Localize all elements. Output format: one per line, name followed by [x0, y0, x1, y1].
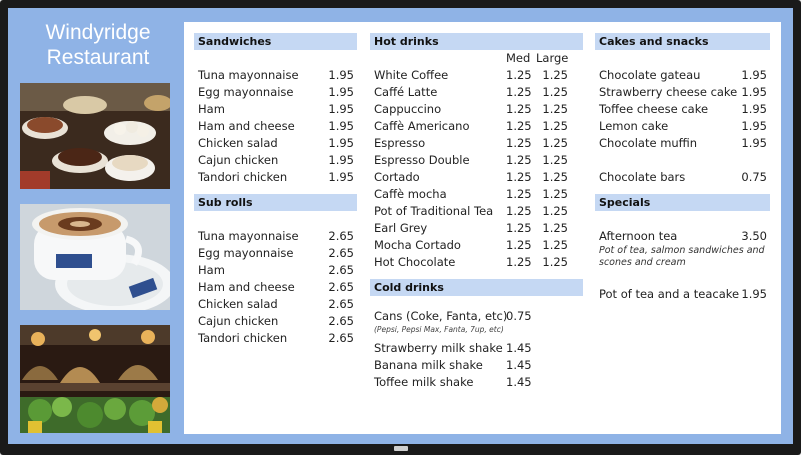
menu-item	[370, 84, 583, 101]
section-header-cakes: Cakes and snacks	[595, 33, 770, 50]
item-name: Toffee milk shake	[374, 375, 474, 389]
menu-item	[194, 313, 357, 330]
item-name: Chocolate bars	[599, 170, 686, 184]
menu-item	[595, 135, 770, 152]
menu-item	[595, 67, 770, 84]
item-price: 3.50	[741, 229, 767, 243]
item-price: 1.95	[741, 136, 767, 150]
item-price: 2.65	[328, 297, 354, 311]
menu-item	[194, 135, 357, 152]
menu-item	[370, 203, 583, 220]
menu-item	[194, 152, 357, 169]
item-price-med: 1.25	[506, 136, 532, 150]
item-price-large: 1.25	[542, 221, 568, 235]
item-price: 1.95	[328, 85, 354, 99]
item-price: 2.65	[328, 314, 354, 328]
section-header-hot-drinks: Hot drinks	[370, 33, 583, 50]
item-name: Ham	[198, 263, 225, 277]
item-price-med: 1.25	[506, 102, 532, 116]
menu-item	[194, 67, 357, 84]
section-header-specials: Specials	[595, 194, 770, 211]
menu-item	[595, 118, 770, 135]
item-name: Banana milk shake	[374, 358, 483, 372]
item-price-large: 1.25	[542, 255, 568, 269]
item-name: Mocha Cortado	[374, 238, 461, 252]
item-name: Toffee cheese cake	[599, 102, 709, 116]
item-price-large: 1.25	[542, 238, 568, 252]
item-price: 1.95	[328, 119, 354, 133]
menu-item	[194, 262, 357, 279]
item-price: 2.65	[328, 280, 354, 294]
cappuccino-photo	[20, 204, 170, 310]
item-name: Cans (Coke, Fanta, etc)	[374, 309, 508, 323]
item-name: Egg mayonnaise	[198, 246, 294, 260]
menu-item	[370, 135, 583, 152]
item-price-med: 1.25	[506, 187, 532, 201]
title-line-2: Restaurant	[46, 46, 150, 69]
item-price-med: 1.25	[506, 238, 532, 252]
cakes-photo	[20, 83, 170, 189]
item-price-large: 1.25	[542, 119, 568, 133]
item-name: Pot of tea and a teacake	[599, 287, 740, 301]
menu-item	[370, 220, 583, 237]
item-name: Espresso Double	[374, 153, 470, 167]
sandwich-list	[194, 67, 357, 186]
item-price: 1.95	[328, 153, 354, 167]
menu-item	[370, 186, 583, 203]
item-price: 1.95	[741, 85, 767, 99]
item-price-med: 1.25	[506, 204, 532, 218]
item-price: 2.65	[328, 229, 354, 243]
item-price: 1.45	[506, 358, 532, 372]
item-price-large: 1.25	[542, 153, 568, 167]
cold-drink-list	[370, 340, 583, 391]
item-price: 2.65	[328, 331, 354, 345]
item-name: Caffè mocha	[374, 187, 447, 201]
left-panel	[8, 8, 178, 444]
menu-item	[194, 118, 357, 135]
item-name: Lemon cake	[599, 119, 669, 133]
item-price: 1.95	[741, 287, 767, 301]
menu-item	[370, 169, 583, 186]
menu-item	[370, 67, 583, 84]
afternoon-tea-desc-1: Pot of tea, salmon sandwiches and	[599, 245, 765, 256]
column-sandwiches	[194, 33, 357, 347]
display-logo	[394, 446, 408, 451]
item-name: Tandori chicken	[198, 331, 288, 345]
hot-drink-list	[370, 67, 583, 271]
item-price: 1.45	[506, 341, 532, 355]
menu-item	[194, 84, 357, 101]
item-name: Strawberry milk shake	[374, 341, 503, 355]
item-name: Cappuccino	[374, 102, 442, 116]
col-large-label: Large	[536, 51, 569, 65]
item-price: 1.95	[741, 119, 767, 133]
item-price-large: 1.25	[542, 204, 568, 218]
item-name: Afternoon tea	[599, 229, 678, 243]
menu-item-chocolate-bars	[595, 169, 770, 186]
item-name: Chocolate muffin	[599, 136, 698, 150]
item-price: 1.95	[328, 102, 354, 116]
item-price: 2.65	[328, 246, 354, 260]
item-price: 0.75	[741, 170, 767, 184]
item-name: Hot Chocolate	[374, 255, 456, 269]
menu-item	[194, 330, 357, 347]
menu-item	[194, 228, 357, 245]
item-name: Chicken salad	[198, 136, 278, 150]
menu-item	[194, 169, 357, 186]
item-name: Ham	[198, 102, 225, 116]
column-cakes	[595, 33, 770, 303]
menu-item	[370, 237, 583, 254]
item-name: Egg mayonnaise	[198, 85, 294, 99]
item-price-large: 1.25	[542, 187, 568, 201]
price-size-header	[370, 50, 583, 67]
menu-item	[595, 84, 770, 101]
item-price: 1.95	[328, 170, 354, 184]
item-price-large: 1.25	[542, 102, 568, 116]
item-name: Earl Grey	[374, 221, 428, 235]
item-name: Espresso	[374, 136, 426, 150]
menu-item-pot-of-tea	[595, 286, 770, 303]
item-price: 1.95	[328, 68, 354, 82]
menu-item	[194, 101, 357, 118]
menu-item-cans	[370, 308, 583, 325]
menu-item	[370, 101, 583, 118]
section-header-sub-rolls: Sub rolls	[194, 194, 357, 211]
column-drinks	[370, 33, 583, 391]
item-name: Tuna mayonnaise	[198, 229, 299, 243]
menu-item	[595, 101, 770, 118]
menu-item	[370, 340, 583, 357]
item-price-large: 1.25	[542, 170, 568, 184]
restaurant-title	[18, 20, 178, 70]
menu-item	[370, 254, 583, 271]
item-price-large: 1.25	[542, 136, 568, 150]
item-price: 1.95	[741, 68, 767, 82]
cans-note: (Pepsi, Pepsi Max, Fanta, 7up, etc)	[374, 325, 504, 334]
col-med-label: Med	[506, 51, 531, 65]
menu-item	[370, 118, 583, 135]
item-price: 1.95	[328, 136, 354, 150]
item-price-med: 1.25	[506, 119, 532, 133]
item-price: 0.75	[506, 309, 532, 323]
item-name: Tandori chicken	[198, 170, 288, 184]
item-name: Chocolate gateau	[599, 68, 701, 82]
item-price: 1.95	[741, 102, 767, 116]
section-header-cold-drinks: Cold drinks	[370, 279, 583, 296]
item-name: Cortado	[374, 170, 420, 184]
item-price: 1.45	[506, 375, 532, 389]
section-header-sandwiches: Sandwiches	[194, 33, 357, 50]
item-price-med: 1.25	[506, 170, 532, 184]
item-price-med: 1.25	[506, 255, 532, 269]
item-price-med: 1.25	[506, 221, 532, 235]
item-name: Chicken salad	[198, 297, 278, 311]
menu-item	[370, 152, 583, 169]
item-name: Cajun chicken	[198, 314, 279, 328]
item-name: Tuna mayonnaise	[198, 68, 299, 82]
menu-board	[184, 22, 781, 434]
item-price-large: 1.25	[542, 85, 568, 99]
sub-roll-list	[194, 228, 357, 347]
item-price-large: 1.25	[542, 68, 568, 82]
menu-item	[194, 245, 357, 262]
item-name: Strawberry cheese cake	[599, 85, 738, 99]
item-name: White Coffee	[374, 68, 449, 82]
item-name: Caffé Latte	[374, 85, 438, 99]
item-price-med: 1.25	[506, 85, 532, 99]
item-name: Caffè Americano	[374, 119, 470, 133]
food-counter-photo	[20, 325, 170, 433]
menu-item	[370, 374, 583, 391]
afternoon-tea-desc-2: scones and cream	[599, 257, 686, 268]
menu-item-afternoon-tea	[595, 228, 770, 245]
item-name: Ham and cheese	[198, 280, 295, 294]
menu-item	[194, 279, 357, 296]
item-name: Ham and cheese	[198, 119, 295, 133]
cake-list	[595, 67, 770, 152]
item-price-med: 1.25	[506, 153, 532, 167]
menu-item	[194, 296, 357, 313]
item-name: Cajun chicken	[198, 153, 279, 167]
item-price-med: 1.25	[506, 68, 532, 82]
item-name: Pot of Traditional Tea	[374, 204, 494, 218]
title-line-1: Windyridge	[45, 21, 151, 44]
item-price: 2.65	[328, 263, 354, 277]
menu-item	[370, 357, 583, 374]
